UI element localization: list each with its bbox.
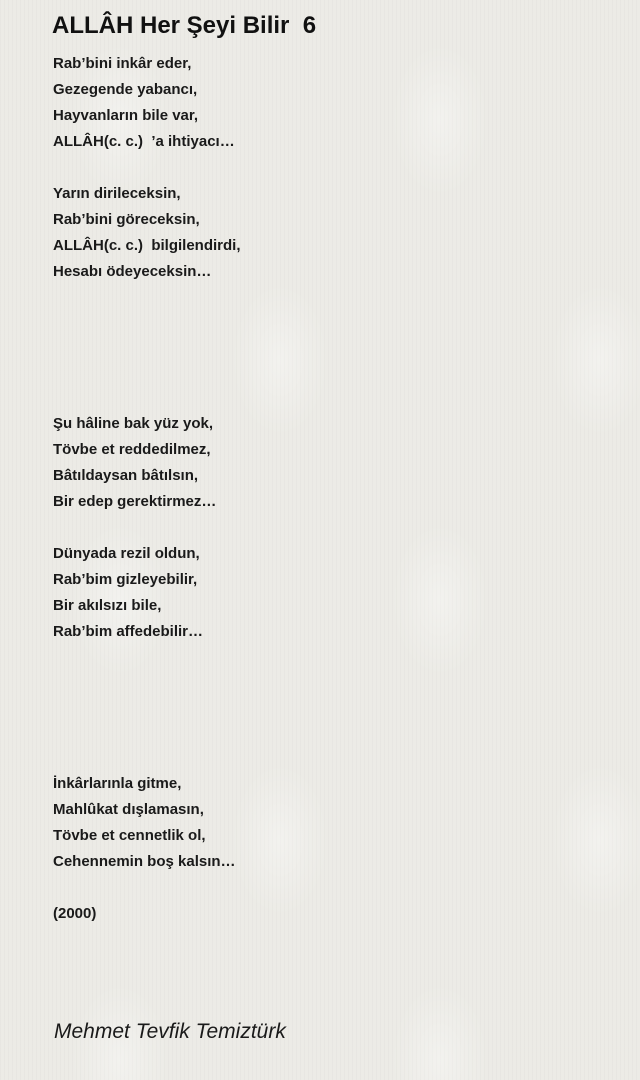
poem-line: Dünyada rezil oldun, <box>53 545 200 562</box>
poem-line: Hayvanların bile var, <box>53 107 199 124</box>
poem-line: Hesabı ödeyeceksin… <box>53 263 212 280</box>
poem-line: Tövbe et cennetlik ol, <box>53 827 206 844</box>
poem-line: Rab’bim gizleyebilir, <box>53 571 198 588</box>
poem-line: Bir akılsızı bile, <box>53 597 162 614</box>
poem-line: Tövbe et reddedilmez, <box>53 441 211 458</box>
stanza-5 <box>53 771 236 875</box>
poem-line: Rab’bini göreceksin, <box>53 211 200 228</box>
poem-line: Cehennemin boş kalsın… <box>53 853 236 870</box>
stanza-2 <box>53 181 241 285</box>
poem-title: ALLÂH Her Şeyi Bilir 6 <box>52 12 317 39</box>
poem-line: Mahlûkat dışlamasın, <box>53 801 204 818</box>
poem-line: Yarın dirileceksin, <box>53 185 181 202</box>
poem-line: Bir edep gerektirmez… <box>53 493 217 510</box>
poem-line: ALLÂH(c. c.) ’a ihtiyacı… <box>53 133 235 150</box>
poem-line: Rab’bini inkâr eder, <box>53 55 192 72</box>
stanza-1 <box>53 51 235 155</box>
stanza-3 <box>53 411 216 515</box>
poem-line: Şu hâline bak yüz yok, <box>53 415 214 432</box>
poem-year: (2000) <box>53 905 97 922</box>
poem-author: Mehmet Tevfik Temiztürk <box>54 1020 286 1043</box>
poem-line: İnkârlarınla gitme, <box>53 775 182 792</box>
poem-line: Rab’bim affedebilir… <box>53 623 204 640</box>
poem-line: ALLÂH(c. c.) bilgilendirdi, <box>53 237 241 254</box>
poem-line: Gezegende yabancı, <box>53 81 198 98</box>
stanza-4 <box>53 541 203 645</box>
poem-line: Bâtıldaysan bâtılsın, <box>53 467 199 484</box>
